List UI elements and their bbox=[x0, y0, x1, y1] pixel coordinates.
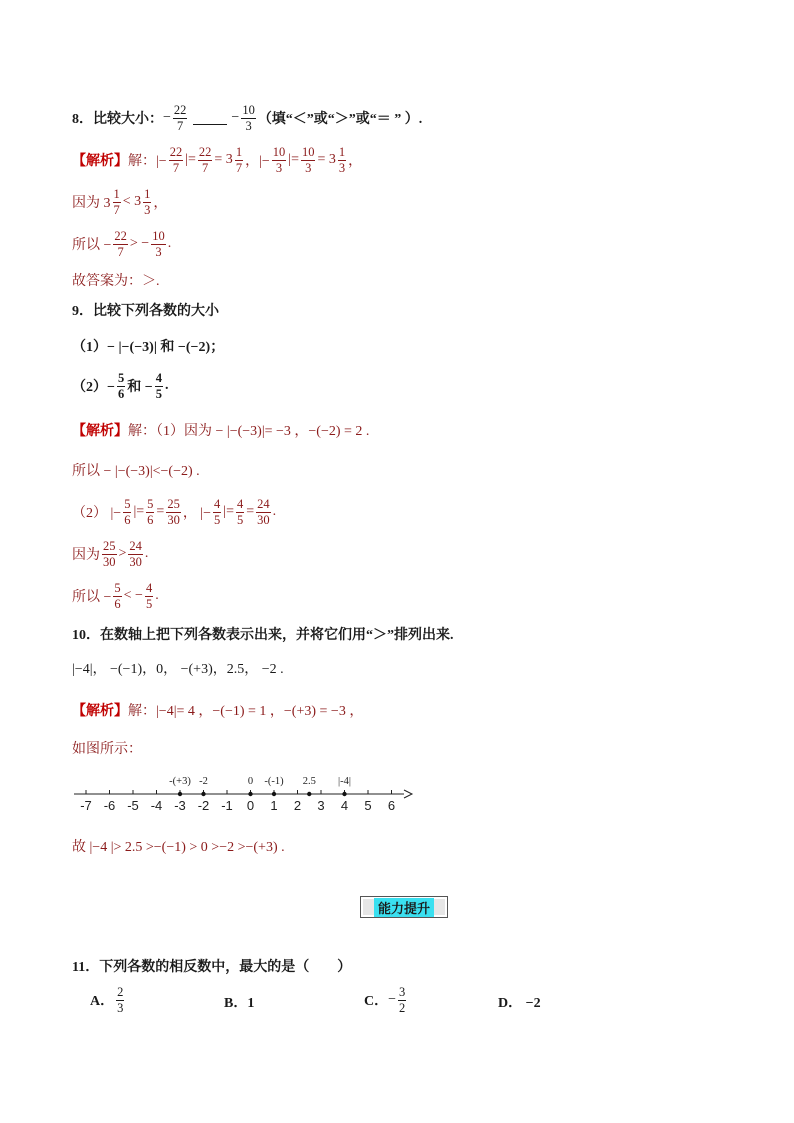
text: （2）− bbox=[72, 380, 115, 395]
text: ， bbox=[153, 196, 168, 211]
text: = 3 bbox=[317, 152, 336, 167]
sol9-tag: 【解析】 bbox=[72, 424, 128, 439]
tick-label: 2 bbox=[293, 798, 302, 813]
fraction: $\frac{4}{5}$ bbox=[236, 497, 244, 527]
tick-label: -4 bbox=[150, 798, 163, 813]
text: （2） |− bbox=[72, 506, 122, 521]
axis-arrow bbox=[404, 790, 412, 798]
tick-label: -7 bbox=[80, 798, 92, 813]
text: . bbox=[164, 378, 169, 393]
text: 所以 − bbox=[72, 238, 112, 253]
tick-label: -6 bbox=[103, 798, 116, 813]
tick-label: 3 bbox=[317, 798, 325, 813]
text: > bbox=[118, 546, 127, 561]
fraction: $\frac{10}{3}$ bbox=[301, 145, 315, 175]
fraction: $\frac{4}{5}$ bbox=[214, 497, 221, 527]
point-label: |-4| bbox=[338, 776, 351, 787]
fraction: $\frac{24}{30}$ bbox=[129, 539, 142, 569]
sol10-tag: 【解析】 bbox=[72, 704, 128, 719]
fraction: $\frac{24}{30}$ bbox=[257, 497, 270, 527]
text: 解：|− bbox=[128, 154, 167, 169]
tick-label: -3 bbox=[174, 798, 186, 813]
point-label: -(+3) bbox=[169, 776, 191, 787]
q11-option-a[interactable] bbox=[90, 986, 126, 1014]
number-line bbox=[72, 768, 417, 818]
text: = 3 bbox=[214, 152, 233, 167]
text: |= bbox=[133, 504, 145, 519]
point-marker bbox=[342, 792, 346, 796]
point-label: -2 bbox=[199, 776, 208, 787]
sol8-answer: 故答案为：＞. bbox=[72, 274, 160, 289]
fraction: $\frac{10}{3}$ bbox=[272, 145, 286, 175]
fraction: $\frac{25}{30}$ bbox=[167, 497, 180, 527]
point-marker bbox=[272, 792, 276, 796]
fraction: $\frac{5}{6}$ bbox=[147, 497, 154, 527]
text: > − bbox=[129, 236, 150, 251]
point-marker bbox=[307, 792, 311, 796]
point-label: 0 bbox=[247, 776, 254, 787]
q11-option-b[interactable]: B．1 bbox=[224, 996, 255, 1011]
q8-fraction-b: $\frac{10}{3}$ bbox=[242, 103, 255, 133]
sol8-line3 bbox=[72, 230, 171, 258]
fraction: $\frac{25}{30}$ bbox=[103, 539, 116, 569]
sol10-line2: 如图所示： bbox=[72, 742, 142, 757]
q11-title: 11．下列各数的相反数中，最大的是（ ） bbox=[72, 960, 352, 975]
fraction: $\frac{4}{5}$ bbox=[155, 371, 162, 401]
tick-label: 5 bbox=[364, 798, 372, 813]
text: = bbox=[246, 504, 255, 519]
q9-part1: （1）− |−(−3)| 和 −(−2)； bbox=[72, 340, 225, 355]
q8-line bbox=[72, 104, 422, 132]
text: . bbox=[144, 546, 149, 561]
text: . bbox=[167, 236, 172, 251]
text: 解：|−4|= 4 ，−(−1) = 1 ，−(+3) = −3 ， bbox=[128, 704, 364, 719]
text: |= bbox=[223, 504, 234, 519]
text: |= bbox=[288, 152, 299, 167]
sol9-line4 bbox=[72, 540, 148, 568]
tick-label: -1 bbox=[221, 798, 233, 813]
text: ， |− bbox=[182, 506, 212, 521]
sol9-line5 bbox=[72, 582, 159, 610]
tick-label: 0 bbox=[246, 798, 255, 813]
text: < − bbox=[123, 588, 143, 603]
sol9-line3 bbox=[72, 498, 276, 526]
fraction: $\frac{1}{3}$ bbox=[338, 145, 346, 175]
q10-title: 10．在数轴上把下列各数表示出来，并将它们用“＞”排列出来. bbox=[72, 628, 454, 643]
q8-fraction-a: $\frac{22}{7}$ bbox=[173, 103, 187, 133]
text: < 3 bbox=[122, 194, 142, 209]
q8-number: 8．比较大小： bbox=[72, 112, 163, 127]
text: 解：（1）因为 − |−(−3)|= −3 ，−(−2) = 2 . bbox=[128, 424, 370, 439]
fraction: $\frac{5}{6}$ bbox=[117, 371, 125, 401]
sol8-line1 bbox=[72, 146, 362, 174]
point-marker bbox=[201, 792, 205, 796]
option-label: C． bbox=[364, 994, 389, 1009]
tick-label: 6 bbox=[387, 798, 396, 813]
section-title: 能力提升 bbox=[374, 898, 434, 917]
fraction: $\frac{5}{6}$ bbox=[124, 497, 131, 527]
q8-hint: （填“＜”或“＞”或“＝ ” ）. bbox=[257, 112, 423, 127]
point-marker bbox=[178, 792, 182, 796]
text: 因为 bbox=[72, 548, 100, 563]
sol8-line2 bbox=[72, 188, 167, 216]
sol9-line1 bbox=[72, 420, 369, 440]
sol10-conclusion: 故 |−4 |> 2.5 >−(−1) > 0 >−2 >−(+3) . bbox=[72, 840, 285, 855]
fraction: $\frac{1}{3}$ bbox=[144, 187, 151, 217]
text: 所以 − bbox=[72, 590, 112, 605]
point-label: -(-1) bbox=[264, 776, 284, 787]
fraction: $\frac{22}{7}$ bbox=[169, 145, 183, 175]
sol9-line2: 所以 − |−(−3)|<−(−2) . bbox=[72, 464, 200, 479]
fraction: $\frac{1}{7}$ bbox=[235, 145, 243, 175]
point-marker bbox=[248, 792, 252, 796]
section-title-box bbox=[360, 896, 448, 918]
text: ，|− bbox=[245, 154, 270, 169]
text: . bbox=[272, 504, 277, 519]
text: 因为 3 bbox=[72, 196, 111, 211]
q9-part2 bbox=[72, 372, 168, 400]
q8-sign-a: − bbox=[163, 110, 171, 125]
text: ， bbox=[348, 154, 363, 169]
sol10-line1 bbox=[72, 700, 363, 720]
tick-label: 1 bbox=[270, 798, 278, 813]
q8-sign-b: − bbox=[231, 110, 240, 125]
fraction: $\frac{22}{7}$ bbox=[114, 229, 127, 259]
q10-items: |−4|， −(−1)，0， −(+3)，2.5， −2 . bbox=[72, 662, 284, 677]
fraction: $\frac{1}{7}$ bbox=[113, 187, 120, 217]
text: = bbox=[156, 504, 165, 519]
q11-option-d[interactable]: D． −2 bbox=[498, 996, 541, 1011]
fraction: $\frac{22}{7}$ bbox=[198, 145, 212, 175]
text: . bbox=[155, 588, 159, 603]
sol8-tag: 【解析】 bbox=[72, 154, 128, 169]
fraction: $\frac{10}{3}$ bbox=[152, 229, 165, 259]
q8-answer-blank[interactable] bbox=[193, 112, 227, 125]
option-label: A． bbox=[90, 994, 115, 1009]
q11-option-c[interactable] bbox=[364, 986, 408, 1014]
text: 和 − bbox=[127, 380, 153, 395]
text: |= bbox=[185, 152, 196, 167]
fraction: $\frac{5}{6}$ bbox=[114, 581, 121, 611]
fraction: $\frac{3}{2}$ bbox=[399, 985, 406, 1015]
tick-label: 4 bbox=[340, 798, 349, 813]
tick-label: -5 bbox=[127, 798, 139, 813]
q9-title: 9．比较下列各数的大小 bbox=[72, 304, 219, 319]
point-label: 2.5 bbox=[302, 776, 316, 787]
fraction: $\frac{4}{5}$ bbox=[145, 581, 153, 611]
tick-label: -2 bbox=[197, 798, 210, 813]
fraction: $\frac{2}{3}$ bbox=[117, 985, 124, 1015]
text: − bbox=[388, 992, 397, 1007]
